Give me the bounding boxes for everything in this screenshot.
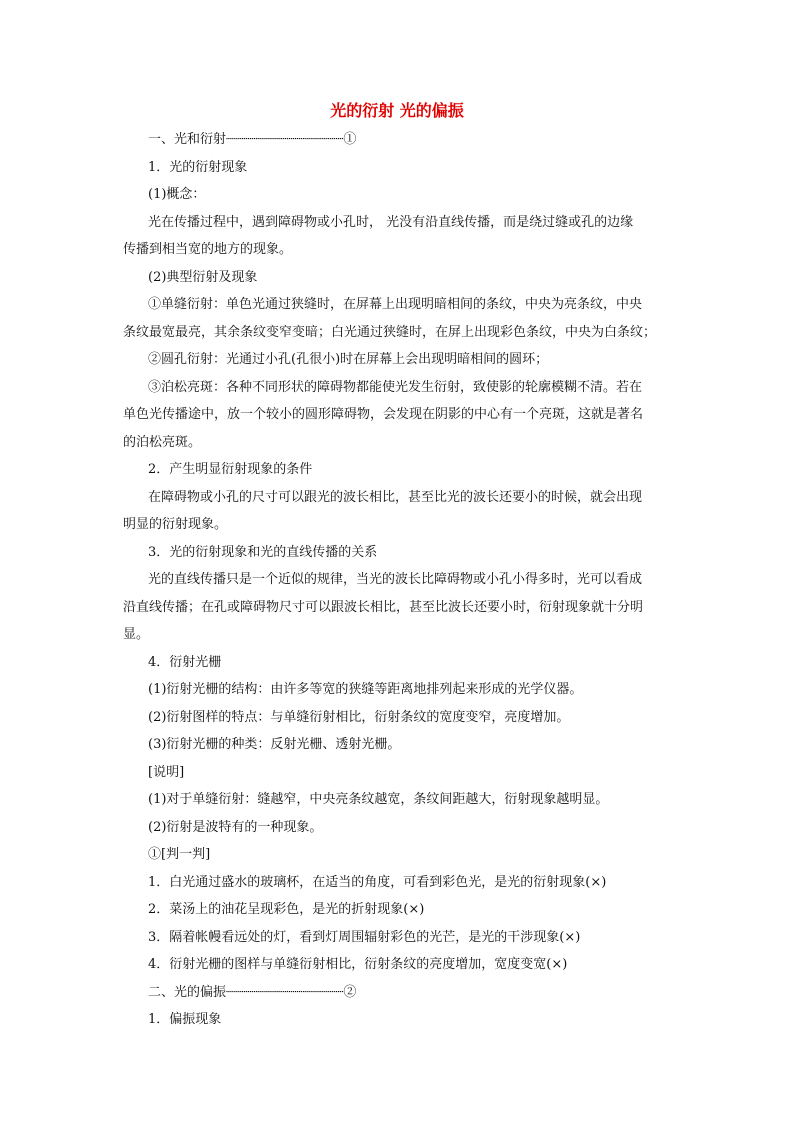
section-heading-diffraction: 一、光和衍射┈┈┈┈┈┈┈┈┈┈┈┈┈┈┈①: [148, 132, 357, 147]
paragraph-line: 在障碍物或小孔的尺寸可以跟光的波长相比，甚至比光的波长还要小的时候，就会出现: [148, 490, 643, 505]
exercise-label: ①[判一判]: [148, 847, 211, 862]
subheading: 3．光的衍射现象和光的直线传播的关系: [148, 545, 378, 560]
paragraph-line: ①单缝衍射：单色光通过狭缝时，在屏幕上出现明暗相间的条纹，中央为亮条纹，中央: [148, 297, 643, 312]
paragraph-line: ②圆孔衍射：光通过小孔(孔很小)时在屏幕上会出现明暗相间的圆环；: [148, 352, 549, 367]
paragraph-line: (1)对于单缝衍射：缝越窄，中央亮条纹越宽，条纹间距越大，衍射现象越明显。: [148, 792, 609, 807]
paragraph-line: 条纹最宽最亮，其余条纹变窄变暗；白光通过狭缝时，在屏上出现彩色条纹，中央为白条纹；: [123, 325, 657, 340]
paragraph-line: 单色光传播途中，放一个较小的圆形障碍物，会发现在阴影的中心有一个亮斑，这就是著名: [123, 407, 644, 422]
paragraph-line: 光的直线传播只是一个近似的规律，当光的波长比障碍物或小孔小得多时，光可以看成: [148, 572, 643, 587]
paragraph-line: 光在传播过程中，遇到障碍物或小孔时， 光没有沿直线传播，而是绕过缝或孔的边缘: [148, 215, 634, 230]
section-heading-polarization: 二、光的偏振┈┈┈┈┈┈┈┈┈┈┈┈┈┈┈②: [148, 985, 357, 1000]
paragraph-line: (3)衍射光栅的种类：反射光栅、透射光栅。: [148, 737, 401, 752]
paragraph-line: (2)衍射图样的特点：与单缝衍射相比，衍射条纹的宽度变窄，亮度增加。: [148, 710, 570, 725]
paragraph-line: ③泊松亮斑：各种不同形状的障碍物都能使光发生衍射，致使影的轮廓模糊不清。若在: [148, 380, 643, 395]
paragraph-line: 显。: [123, 627, 150, 642]
subheading: 4．衍射光栅: [148, 655, 222, 670]
exercise-item: 1．白光通过盛水的玻璃杯，在适当的角度，可看到彩色光，是光的衍射现象(×): [148, 875, 607, 890]
subheading: 2．产生明显衍射现象的条件: [148, 462, 313, 477]
subheading: 1．偏振现象: [148, 1012, 222, 1027]
paragraph-line: 传播到相当宽的地方的现象。: [123, 242, 293, 257]
page-title: 光的衍射 光的偏振: [330, 101, 464, 120]
paragraph-line: 明显的衍射现象。: [123, 517, 228, 532]
exercise-item: 4．衍射光栅的图样与单缝衍射相比，衍射条纹的亮度增加，宽度变宽(×): [148, 957, 568, 972]
paragraph-line: 的泊松亮斑。: [123, 435, 202, 450]
note-label: [说明]: [148, 765, 185, 780]
paragraph-line: (2)衍射是波特有的一种现象。: [148, 820, 323, 835]
subheading: 1．光的衍射现象: [148, 160, 248, 175]
subheading: (1)概念：: [148, 187, 206, 202]
exercise-item: 3．隔着帐幔看远处的灯，看到灯周围辐射彩色的光芒，是光的干涉现象(×): [148, 930, 581, 945]
paragraph-line: 沿直线传播；在孔或障碍物尺寸可以跟波长相比，甚至比波长还要小时，衍射现象就十分明: [123, 600, 644, 615]
exercise-item: 2．菜汤上的油花呈现彩色，是光的折射现象(×): [148, 902, 425, 917]
subheading: (2)典型衍射及现象: [148, 270, 258, 285]
paragraph-line: (1)衍射光栅的结构：由许多等宽的狭缝等距离地排列起来形成的光学仪器。: [148, 682, 583, 697]
